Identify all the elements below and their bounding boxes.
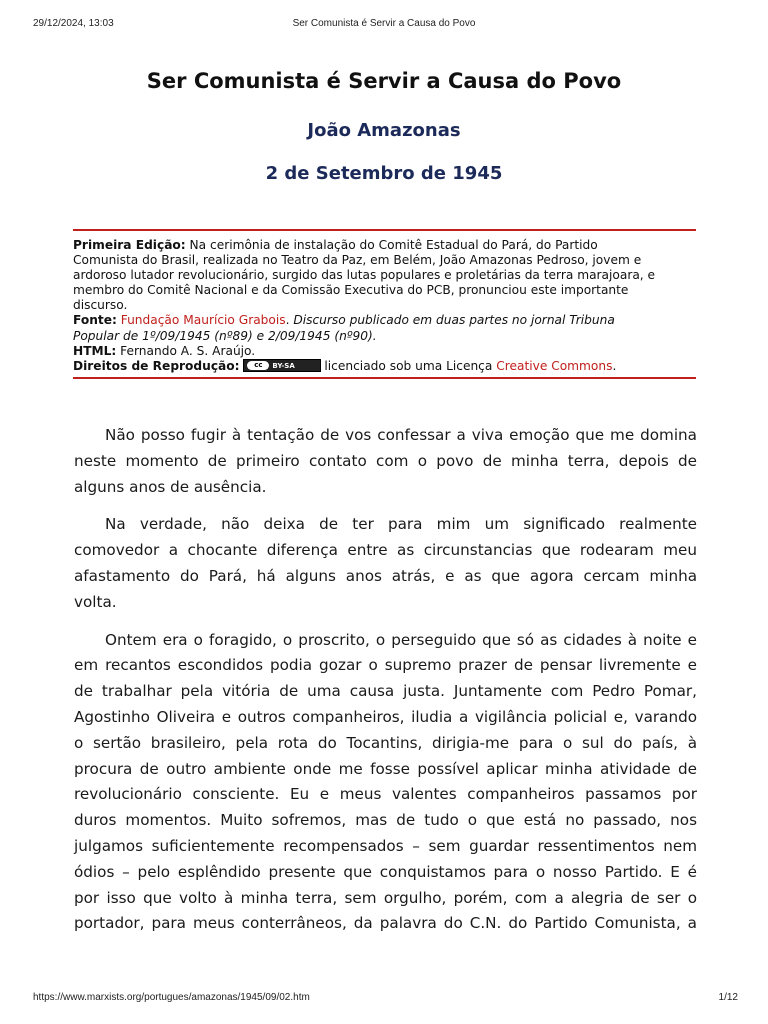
direitos-line: Direitos de Reprodução: cc BY-SA licenciado sob uma Licença Creative Commons. <box>73 358 617 373</box>
cc-badge-right-text: BY-SA <box>272 361 295 370</box>
paragraph-line: de trabalhar pela vitória de uma causa justa. Juntamente com Pedro Pomar, <box>74 682 697 701</box>
paragraph-line: o sertão brasileiro, pela rota do Tocantins, dirigia-me para o sul do país, à <box>74 733 697 752</box>
primeira-edicao-line-1 <box>73 238 696 253</box>
fonte-line-1: Fonte: Fundação Maurício Grabois. Discurso publicado em duas partes no jornal Tribuna <box>73 313 615 328</box>
paragraph-line: volta. <box>74 592 117 611</box>
primeira-edicao-text: Na cerimônia de instalação do Comitê Estadual do Pará, do Partido <box>189 238 598 252</box>
paragraph-line: Não posso fugir à tentação de vos confessar a viva emoção que me domina <box>105 426 697 444</box>
paragraph-line: neste momento de primeiro contato com o povo de minha terra, depois de <box>74 451 697 470</box>
paragraph-line: portador, para meus conterrâneos, da palavra do C.N. do Partido Comunista, a <box>74 914 697 933</box>
paragraph-line: por isso que volto à minha terra, sem orgulho, porém, com a alegria de ser o <box>74 888 697 907</box>
primeira-edicao-line-4: membro do Comitê Nacional e da Comissão Executiva do PCB, pronunciou este importante <box>73 283 629 298</box>
creative-commons-link[interactable]: Creative Commons <box>496 358 613 373</box>
direitos-label: Direitos de Reprodução: <box>73 358 240 373</box>
html-value: Fernando A. S. Araújo. <box>120 343 256 358</box>
print-doc-title: Ser Comunista é Servir a Causa do Povo <box>292 18 476 29</box>
print-footer <box>0 992 768 1006</box>
cc-by-sa-badge-icon[interactable] <box>243 359 321 372</box>
print-url: https://www.marxists.org/portugues/amazonas/1945/09/02.htm <box>33 992 310 1003</box>
primeira-edicao-line-3: ardoroso lutador revolucionário, surgido das lutas populares e proletárias da terra marajoara, e <box>73 268 656 283</box>
paragraph-line: Agostinho Oliveira e outros companheiros, iludia a vigilância policial e, varando <box>74 707 697 726</box>
paragraph-line: ódios – pelo esplêndido presente que conquistamos para o nosso Partido. E é <box>74 862 697 881</box>
fonte-line-2 <box>73 329 696 344</box>
fonte-label: Fonte: <box>73 313 117 328</box>
speech-date: 2 de Setembro de 1945 <box>265 163 503 184</box>
direitos-text: licenciado sob uma Licença <box>324 358 493 373</box>
fonte-link[interactable]: Fundação Maurício Grabois <box>120 313 286 328</box>
paragraph-line: Na verdade, não deixa de ter para mim um significado realmente <box>105 515 697 534</box>
page-title: Ser Comunista é Servir a Causa do Povo <box>146 69 622 93</box>
primeira-edicao-line-5: discurso. <box>73 298 128 313</box>
paragraph-1 <box>74 423 697 500</box>
primeira-edicao-label: Primeira Edição: <box>73 238 186 252</box>
speech-body <box>74 423 697 937</box>
paragraph-line: revolucionário consciente. Eu e meus valentes companheiros passamos por <box>74 785 697 804</box>
cc-badge-left-text: cc <box>247 361 269 370</box>
paragraph-line: alguns anos de ausência. <box>74 477 267 496</box>
fonte-text-2: Popular de 1º/09/1945 (nº89) e 2/09/1945 (nº90). <box>73 328 377 343</box>
paragraph-line: duros momentos. Muito sofremos, mas de tudo o que está no passado, nos <box>74 811 697 830</box>
info-box <box>73 229 696 379</box>
paragraph-line: Ontem era o foragido, o proscrito, o perseguido que só as cidades à noite e <box>105 630 697 649</box>
print-header <box>0 18 768 32</box>
html-label: HTML: <box>73 343 117 358</box>
primeira-edicao-line-2: Comunista do Brasil, realizada no Teatro da Paz, em Belém, João Amazonas Pedroso, jovem e <box>73 253 642 268</box>
html-line <box>73 344 696 359</box>
paragraph-3 <box>74 628 697 938</box>
paragraph-line: comovedor a chocante diferença entre as circunstancias que rodearam meu <box>74 541 697 560</box>
paragraph-line: em recantos escondidos podia gozar o supremo prazer de pensar livremente e <box>74 656 697 675</box>
fonte-text-1: Discurso publicado em duas partes no jornal Tribuna <box>293 313 615 328</box>
paragraph-line: afastamento do Pará, há alguns anos atrás, e as que agora cercam minha <box>74 566 697 585</box>
paragraph-2 <box>74 512 697 615</box>
paragraph-line: procura de outro ambiente onde me fosse possível aplicar minha atividade de <box>74 759 697 778</box>
paragraph-line: julgamos suficientemente recompensados – sem guardar ressentimentos nem <box>74 836 697 855</box>
print-datetime: 29/12/2024, 13:03 <box>33 18 114 29</box>
page-number: 1/12 <box>718 992 738 1003</box>
author-name: João Amazonas <box>307 120 461 141</box>
